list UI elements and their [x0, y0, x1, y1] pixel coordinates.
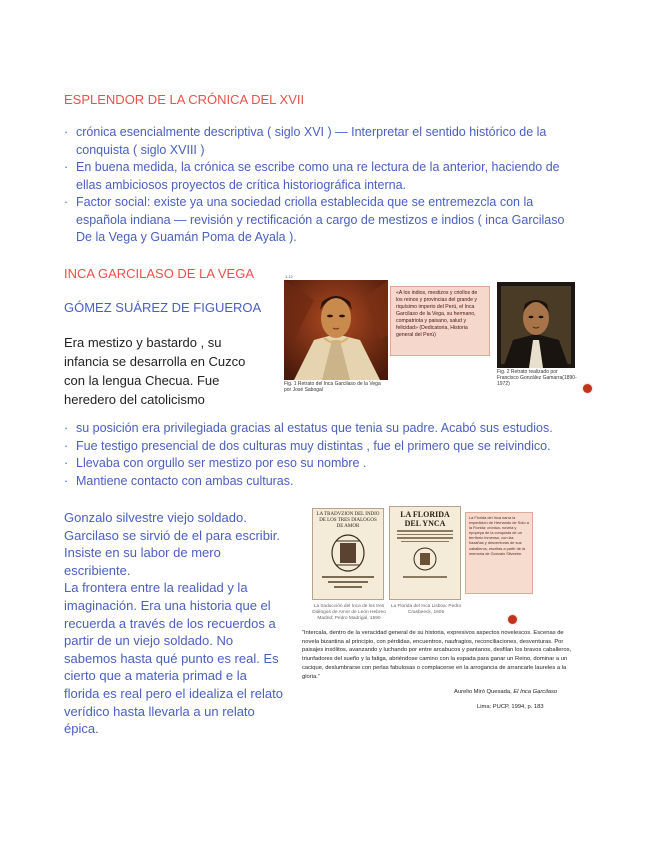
- intro-line: Era mestizo y bastardo , su: [64, 335, 222, 350]
- quote-author: [454, 688, 557, 697]
- book1-title: LA TRADVZION DEL INDIO DE LOS TRES DIALOGOS DE AMOR: [316, 512, 380, 529]
- garcilaso-painting: [284, 280, 388, 380]
- fig-marker: 1.12: [285, 274, 293, 279]
- bullet-item: · su posición era privilegiada gracias al estatus que tenia su padre. Acabó sus estudios.: [64, 420, 624, 438]
- paragraph-line: sabemos hasta qué punto es real. Es: [64, 650, 279, 666]
- bullet-item: · Mantiene contacto con ambas culturas.: [64, 473, 624, 491]
- book1-caption: La traducción del Inca de los tres Diálogos de Amor de León Hebreo Madrid: Pedro Madrigal, 1590: [312, 604, 386, 621]
- paragraph-line: cierto que a materia primad e la: [64, 668, 247, 684]
- bullet-line: De la Vega y Guamán Poma de Ayala ).: [76, 230, 297, 244]
- paragraph-line: épica.: [64, 721, 99, 737]
- fig1-caption: Fig. 1 Retrato del Inca Garcilaso de la Vega por José Sabogal: [284, 381, 381, 393]
- paragraph-line: imaginación. Era una historia que el: [64, 597, 271, 613]
- intro-paragraph: [64, 333, 284, 409]
- author-work: El Inca Garcilaso: [513, 689, 558, 695]
- book-cover-dialogos: [312, 508, 384, 600]
- section1-bullets: [64, 124, 612, 247]
- bullet-dot-marker: [508, 615, 517, 624]
- bullet-line: · crónica esencialmente descriptiva ( siglo XVI ) — Interpretar el sentido histórico de la: [76, 125, 547, 139]
- book2-caption: La Florida del Inca Lisboa: Pedro Crasbeeck, 1605: [390, 604, 462, 615]
- section2-bullets: [64, 420, 624, 490]
- paragraph-line: escribiente.: [64, 562, 131, 578]
- bullet-line: ellas ambiciosos proyectos de crítica historiográfica interna.: [76, 177, 407, 192]
- paragraph-line: partir de un viejo soldado. No: [64, 633, 234, 649]
- paragraph-line: La frontera entre la realidad y la: [64, 580, 248, 596]
- bullet-line: · En buena medida, la crónica se escribe como una re lectura de la anterior, haciendo de: [76, 160, 560, 174]
- paragraph-line: Gonzalo silvestre viejo soldado.: [64, 510, 247, 525]
- painting-image: [284, 280, 388, 380]
- paragraph-line: recuerda a través de los recuerdos a: [64, 615, 276, 631]
- bullet-line: conquista ( siglo XVIII ): [76, 142, 205, 157]
- quote-publisher: Lima: PUCP, 1994, p. 183: [477, 704, 544, 710]
- book-cover-florida: [389, 506, 461, 600]
- book1-emblem: [316, 533, 380, 573]
- silvestre-paragraph: [64, 509, 299, 738]
- portrait-image: [497, 282, 575, 368]
- section1-title: ESPLENDOR DE LA CRÓNICA DEL XVII: [64, 92, 305, 107]
- bullet-dot-marker: [583, 384, 592, 393]
- author-name: Aurelio Miró Quesada,: [454, 689, 512, 695]
- bullet-item: [64, 124, 612, 159]
- bullet-line: · Factor social: existe ya una sociedad criolla establecida que se entremezcla con la: [76, 195, 534, 209]
- paragraph-line: verídico hasta llevarla a un relato: [64, 703, 255, 719]
- bullet-line: española indiana — revisión y rectificación a cargo de mestizos e indios ( inca Garcilaso: [76, 212, 565, 227]
- intro-line: con la lengua Checua. Fue: [64, 373, 220, 388]
- intro-line: heredero del catolicismo: [64, 392, 205, 407]
- section2-title: INCA GARCILASO DE LA VEGA: [64, 266, 255, 281]
- bullet-item: · Fue testigo presencial de dos culturas muy distintas , fue el primero que se reivindico.: [64, 438, 624, 456]
- paragraph-line: florida es real pero el idealiza el relato: [64, 685, 283, 701]
- florida-summary-box: La Florida del Inca narra la expedición de Hernando de Soto a la Florida: crónica, novela y epopeya de la conquista de un territorio inmenso, con las hazañas y desventuras de sus caballeros, escritas a partir de la memoria de Gonzalo Silvestre.: [465, 512, 533, 594]
- paragraph-line: Garcilaso se sirvió de el para escribir.: [64, 527, 281, 543]
- book2-emblem: [405, 545, 445, 573]
- intro-line: infancia se desarrolla en Cuzco: [64, 354, 246, 369]
- book2-title: LA FLORIDA DEL YNCA: [400, 510, 450, 528]
- paragraph-line: Insiste en su labor de mero: [64, 545, 221, 561]
- bullet-item: · Llevaba con orgullo ser mestizo por eso su nombre .: [64, 455, 624, 473]
- bullet-item: [64, 159, 612, 194]
- miro-quesada-quote: “Intercala, dentro de la veracidad general de su historia, expresivos aspectos novelescos. Escenas de novela bizantina al principio, con pérdidas, encuentros, naufragios, reconciliaciones, desventuras. Por paisajes insólitos, avanzando y luchando por entre arcabucos y pantanos, desfilan los bravos caballeros, triunfadores del sueño y la fatiga, abriéndose camino con la espada para ganar un Reino, dominar a un cacique, deslumbrarse con perlas fabulosas o complacerse en la arrogancia de arrancarle laureles a la gloria.”: [302, 630, 572, 680]
- dedication-quote: «A los indios, mestizos y criollos de los reinos y provincias del grande y riquísimo imperio del Perú, el Inca Garcilaso de la Vega, su hermano, compatriota y paisano, salud y felicidad» (Dedicatoria, Historia general del Perú): [390, 286, 490, 356]
- gamarra-portrait: [497, 282, 575, 368]
- bullet-item: [64, 194, 612, 247]
- section2-subtitle: GÓMEZ SUÁREZ DE FIGUEROA: [64, 300, 262, 315]
- fig2-caption: Fig. 2 Retrato realizado por Francisco González Gamarra(1890-1972): [497, 369, 577, 387]
